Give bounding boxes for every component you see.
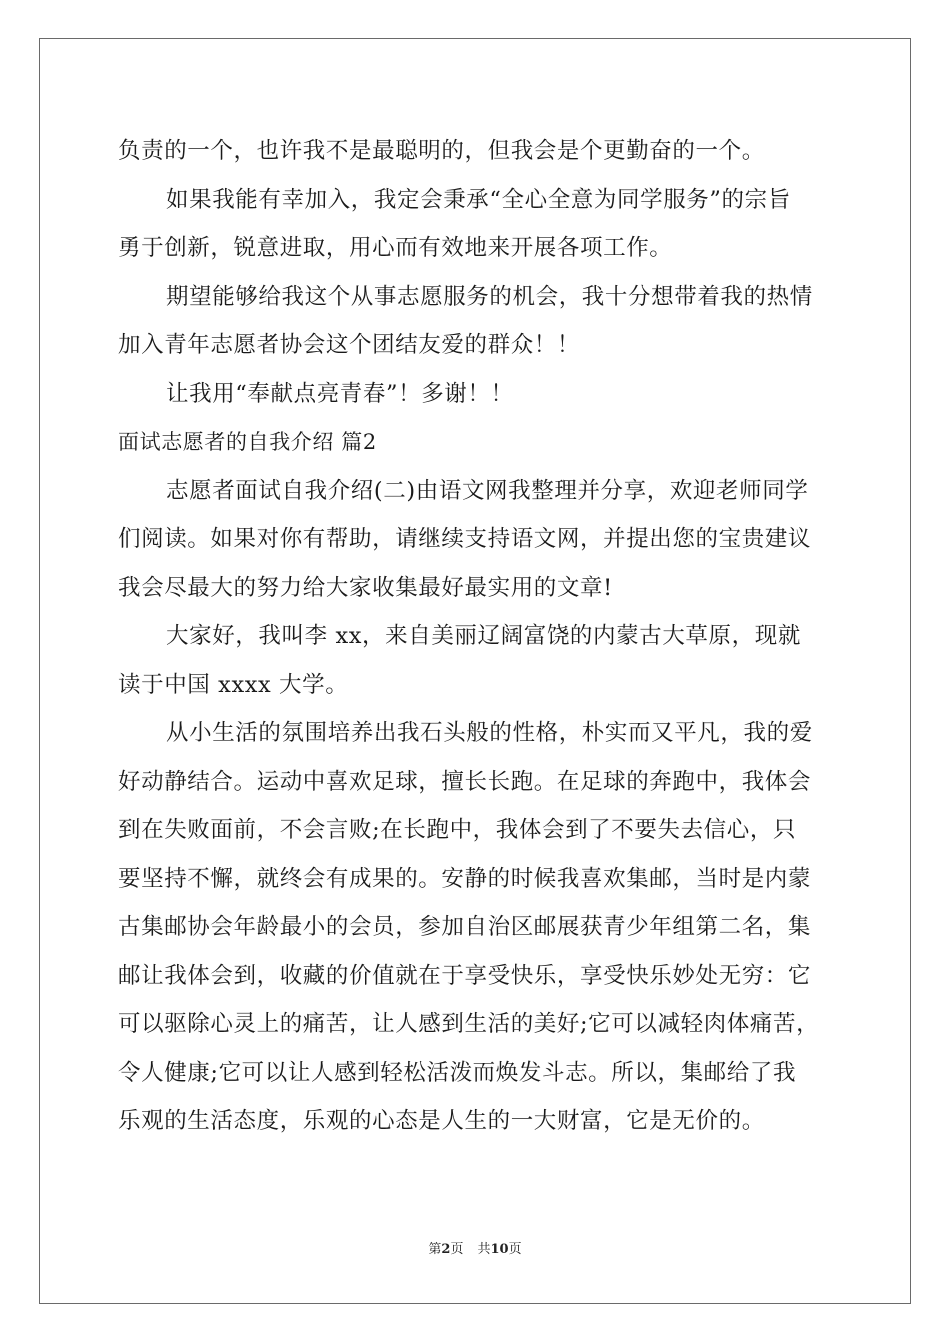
text-line: 读于中国 xxxx 大学。 bbox=[118, 671, 349, 698]
text-line: 从小生活的氛围培养出我石头般的性格，朴实而又平凡，我的爱 bbox=[166, 720, 813, 746]
text-line: 们阅读。如果对你有帮助，请继续支持语文网，并提出您的宝贵建议 bbox=[118, 526, 812, 552]
text-line: 加入青年志愿者协会这个团结友爱的群众！！ bbox=[118, 332, 581, 358]
footer-page-total: 10 bbox=[490, 1242, 509, 1257]
text-line: 好动静结合。运动中喜欢足球，擅长长跑。在足球的奔跑中，我体会 bbox=[118, 768, 812, 795]
text-line: 勇于创新，锐意进取，用心而有效地来开展各项工作。 bbox=[118, 235, 673, 261]
text-line: 志愿者面试自我介绍(二)由语文网我整理并分享，欢迎老师同学 bbox=[166, 477, 809, 504]
text-line: 我会尽最大的努力给大家收集最好最实用的文章! bbox=[118, 574, 613, 601]
text-line: 大家好，我叫李 xx，来自美丽辽阔富饶的内蒙古大草原，现就 bbox=[166, 623, 801, 649]
text-line: 让我用“奉献点亮青春”！多谢！！ bbox=[166, 380, 514, 407]
footer-total-suffix: 页 bbox=[508, 1242, 522, 1257]
text-line: 令人健康;它可以让人感到轻松活泼而焕发斗志。所以，集邮给了我 bbox=[118, 1059, 797, 1086]
text-line: 古集邮协会年龄最小的会员，参加自治区邮展获青少年组第二名，集 bbox=[118, 914, 812, 940]
footer-page-current: 2 bbox=[441, 1242, 451, 1257]
text-line: 如果我能有幸加入，我定会秉承“全心全意为同学服务”的宗旨 bbox=[166, 186, 791, 213]
section-heading: 面试志愿者的自我介绍 篇2 bbox=[118, 430, 377, 454]
footer-total-prefix: 共 bbox=[477, 1242, 491, 1257]
text-line: 要坚持不懈，就终会有成果的。安静的时候我喜欢集邮，当时是内蒙 bbox=[118, 865, 812, 892]
footer-page-suffix: 页 bbox=[450, 1242, 464, 1257]
text-line: 到在失败面前，不会言败;在长跑中，我体会到了不要失去信心，只 bbox=[118, 817, 797, 843]
footer-page-prefix: 第 bbox=[428, 1242, 442, 1257]
text-line: 乐观的生活态度，乐观的心态是人生的一大财富，它是无价的。 bbox=[118, 1108, 765, 1134]
document-body bbox=[118, 127, 838, 1146]
text-line: 可以驱除心灵上的痛苦，让人感到生活的美好;它可以减轻肉体痛苦， bbox=[118, 1011, 820, 1037]
text-line: 邮让我体会到，收藏的价值就在于享受快乐，享受快乐妙处无穷：它 bbox=[118, 962, 812, 989]
page-footer bbox=[0, 1238, 950, 1257]
text-line: 负责的一个，也许我不是最聪明的，但我会是个更勤奋的一个。 bbox=[118, 138, 765, 164]
text-line: 期望能够给我这个从事志愿服务的机会，我十分想带着我的热情 bbox=[166, 283, 813, 310]
